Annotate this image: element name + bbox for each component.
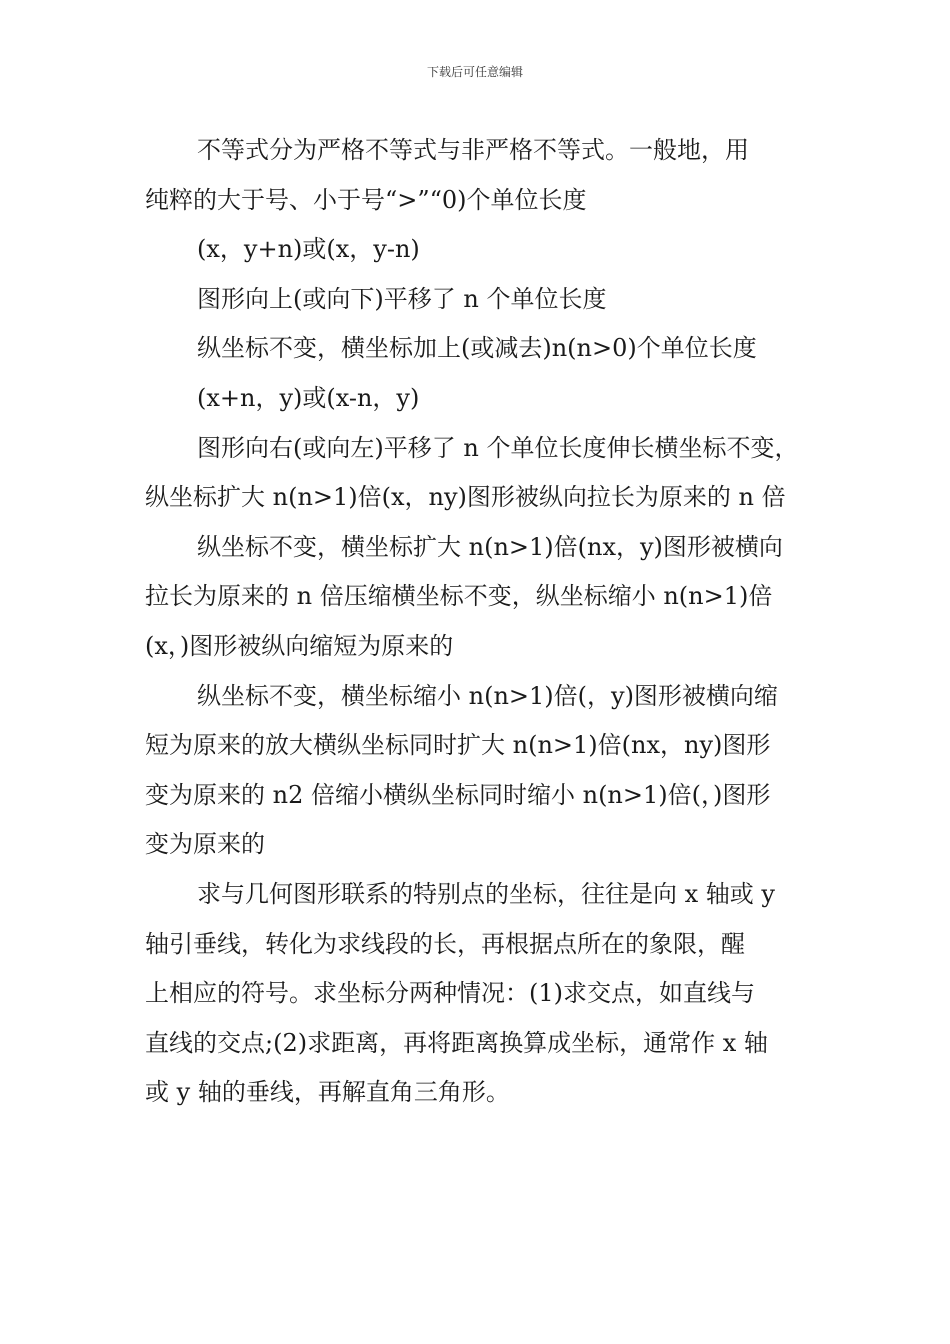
text-line: (x+n，y)或(x-n，y) [197,383,420,412]
text-line: 图形向上(或向下)平移了 n 个单位长度 [197,284,607,313]
page-header: 下载后可任意编辑 [426,65,523,79]
text-line: 变为原来的 [145,830,265,859]
text-line: 纵坐标不变，横坐标扩大 n(n>1)倍(nx，y)图形被横向 [197,532,783,561]
text-line: 上相应的符号。求坐标分两种情况：(1)求交点，如直线与 [145,979,755,1008]
text-line: 短为原来的放大横纵坐标同时扩大 n(n>1)倍(nx，ny)图形 [145,731,771,760]
text-line: 变为原来的 n2 倍缩小横纵坐标同时缩小 n(n>1)倍(，)图形 [145,780,771,809]
text-line: 图形向右(或向左)平移了 n 个单位长度伸长横坐标不变， [197,433,799,462]
text-line: 纵坐标不变，横坐标缩小 n(n>1)倍(，y)图形被横向缩 [197,681,778,710]
text-line: 纵坐标不变，横坐标加上(或减去)n(n>0)个单位长度 [197,334,757,363]
document-body [145,126,810,1118]
text-line: (x，)图形被纵向缩短为原来的 [145,631,454,660]
text-line: 求与几何图形联系的特别点的坐标，往往是向 x 轴或 y [197,879,775,908]
text-line: 轴引垂线，转化为求线段的长，再根据点所在的象限，醒 [145,929,745,958]
text-line: 拉长为原来的 n 倍压缩横坐标不变，纵坐标缩小 n(n>1)倍 [145,582,773,611]
text-line: 纵坐标扩大 n(n>1)倍(x，ny)图形被纵向拉长为原来的 n 倍 [145,483,786,512]
text-line: (x，y+n)或(x，y-n) [197,235,420,264]
text-line: 直线的交点;(2)求距离，再将距离换算成坐标，通常作 x 轴 [145,1028,768,1057]
text-line: 纯粹的大于号、小于号“>”“0)个单位长度 [145,185,587,214]
text-line: 不等式分为严格不等式与非严格不等式。一般地，用 [197,136,749,164]
text-line: 或 y 轴的垂线，再解直角三角形。 [145,1078,510,1107]
